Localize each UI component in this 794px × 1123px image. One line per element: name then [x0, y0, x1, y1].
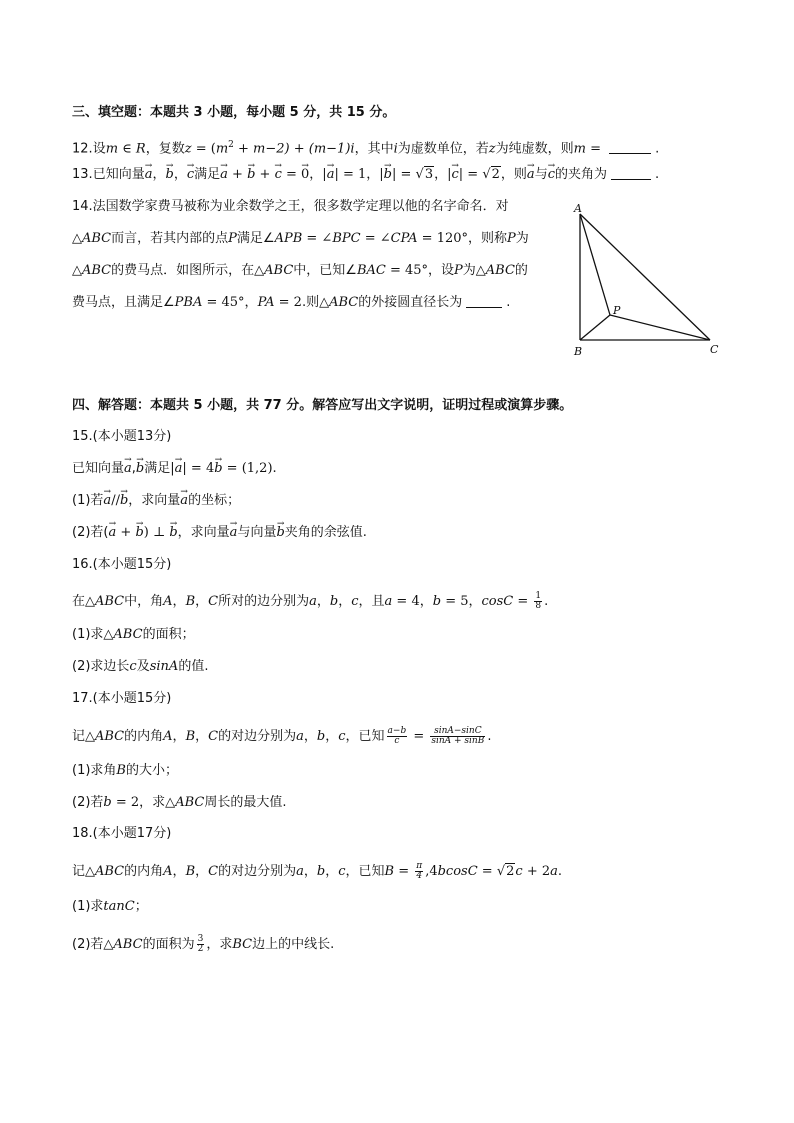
edge-AC	[580, 214, 710, 340]
question-14-line-2	[72, 231, 529, 247]
q16-s5: ，	[172, 594, 186, 609]
q18-s2: ABC	[95, 864, 125, 879]
section-4-header	[72, 398, 572, 414]
q14-tri: △	[72, 231, 82, 246]
q17-p2a: (2)若	[72, 795, 104, 810]
section-3-title: 三、填空题：本题共 3 小题，每小题 5 分，共 15 分。	[72, 105, 396, 120]
q14-t5: 中，已知∠	[293, 263, 357, 278]
q13-vec-a4: → a	[527, 167, 535, 183]
q12-var-i: i	[393, 141, 398, 157]
q14-pa2: = 2.则△	[274, 295, 330, 310]
q13-plus: +	[227, 167, 248, 182]
q18-fraction-area	[197, 935, 205, 954]
q18-frac2-num: 3	[197, 934, 204, 944]
q13-vec-c5: → c	[548, 167, 555, 183]
q18-s12: b	[316, 864, 326, 879]
q13-sqrt2-radicand: 2	[491, 167, 500, 182]
q18-p2f: 边上的中线长.	[252, 937, 335, 952]
q12-text3: ，其中	[354, 141, 394, 157]
q16-p2b: c	[129, 659, 137, 674]
q18-p2b: ABC	[113, 937, 143, 952]
q16-s1: 在△	[72, 594, 95, 609]
q18-sqrt-radicand: 2	[506, 864, 515, 879]
q14-t9: 的外接圆直径长为	[358, 295, 463, 310]
q16-s15: ，且	[358, 594, 385, 609]
q15-part-1	[72, 493, 240, 509]
question-13	[72, 167, 659, 183]
q14-eq2: = ∠	[360, 231, 391, 246]
q14-pba: PBA	[174, 295, 203, 310]
q12-var-m2: m	[215, 141, 229, 157]
q12-text: 设	[92, 141, 106, 157]
q17-s7: ，	[195, 729, 209, 744]
q15-p1g: 的坐标；	[188, 493, 241, 508]
q18-stem	[72, 862, 562, 881]
q14-abc3: ABC	[264, 263, 294, 278]
q16-p2d: sinA	[149, 659, 179, 674]
q17-head: 17.(本小题15分)	[72, 691, 172, 706]
q14-answer-blank[interactable]	[466, 295, 502, 308]
q18-s6: B	[185, 864, 196, 879]
q18-p1a: (1)求	[72, 899, 104, 914]
q16-s8: C	[208, 594, 219, 609]
q16-p2e: 的值.	[178, 659, 209, 674]
q18-s21: c	[515, 864, 523, 879]
q12-eq2: =	[585, 141, 606, 157]
q12-text5: 为纯虚数，则	[495, 141, 574, 157]
q13-vec-a2: → a	[220, 167, 228, 183]
q15-p2d: → b	[135, 525, 143, 541]
q15-p2b: → a	[109, 525, 117, 541]
q12-text2: ，复数	[145, 141, 185, 157]
q15-parallel: //	[111, 493, 120, 508]
question-14-line-3	[72, 263, 528, 279]
q16-fraction	[534, 592, 542, 611]
q15-vec-b: → b	[136, 461, 144, 477]
q15-s4: = (1,2).	[222, 461, 277, 476]
q13-number: 13.	[72, 167, 93, 182]
q18-p1b: tanC	[103, 899, 135, 914]
q12-eq: = (	[191, 141, 216, 157]
q17-p1c: 的大小；	[125, 763, 178, 778]
q17-frac2-den: sinA + sinB	[431, 736, 485, 746]
q13-vec-b3: → b	[384, 167, 392, 183]
q13-text: 已知向量	[92, 167, 145, 182]
q17-s14: c	[338, 729, 346, 744]
section-3-header	[72, 105, 395, 121]
q16-s3: 中，角	[124, 594, 164, 609]
q18-s4: A	[163, 864, 173, 879]
q17-frac2-num: sinA−sinC	[430, 727, 485, 737]
q15-p2f: → b	[169, 525, 177, 541]
q17-frac1-num: a−b	[387, 726, 407, 736]
q14-apb: APB	[274, 231, 303, 246]
q16-s7: ，	[195, 594, 209, 609]
q17-p1b: B	[116, 763, 126, 778]
q14-t8: 费马点，且满足∠	[72, 295, 175, 310]
q15-stem	[72, 461, 277, 477]
q17-s4: A	[163, 729, 173, 744]
q18-s20: =	[477, 864, 497, 879]
q14-eq: = ∠	[302, 231, 333, 246]
q17-s13: ，	[325, 729, 339, 744]
q15-p1b: → a	[103, 493, 111, 509]
q16-frac-den: 8	[535, 601, 542, 611]
q14-t: 而言，若其内部的点	[111, 231, 229, 246]
label-A: A	[574, 202, 582, 215]
segment-PB	[580, 315, 610, 340]
q15-p2g: ，求向量	[177, 525, 230, 540]
q16-s17: = 4，	[392, 594, 433, 609]
q18-part-1	[72, 899, 148, 915]
q13-end: .	[655, 167, 660, 182]
q18-part-2	[72, 935, 334, 954]
q17-fraction-1	[387, 727, 408, 746]
q13-vec-a3: → a	[327, 167, 335, 183]
q17-s11: ，	[303, 729, 317, 744]
q18-frac2-den: 2	[197, 944, 204, 954]
q17-s10: a	[296, 729, 304, 744]
q18-p1c: ；	[134, 899, 148, 914]
q13-mod5: | =	[458, 167, 483, 182]
label-C: C	[710, 343, 719, 356]
q13-text5: 的夹角为	[554, 167, 607, 182]
q13-mod2: | = 1，|	[334, 167, 384, 182]
q14-end: .	[506, 295, 511, 310]
q17-part-1	[72, 763, 178, 779]
q18-s5: ，	[172, 864, 186, 879]
q13-vec-c3: → c	[275, 167, 282, 183]
q14-tri2: △	[72, 263, 82, 278]
q13-mod3: | =	[391, 167, 416, 182]
q12-var-z2: z	[488, 141, 496, 157]
q15-heading	[72, 429, 171, 445]
q14-text-line1: 14.法国数学家费马被称为业余数学之王，很多数学定理以他的名字命名．对	[72, 199, 509, 214]
q18-s14: c	[338, 864, 346, 879]
q15-head: 15.(本小题13分)	[72, 429, 172, 444]
q18-s9: 的对边分别为	[218, 864, 297, 879]
q18-s22: + 2	[522, 864, 551, 879]
q17-p1: (1)求角	[72, 763, 117, 778]
q15-s1: 已知向量	[72, 461, 125, 476]
q12-text4: 为虚数单位，若	[397, 141, 489, 157]
q14-bac: BAC	[356, 263, 386, 278]
q18-sqrt2: √2	[496, 864, 515, 879]
q15-p1a: (1)若	[72, 493, 104, 508]
q18-s17: =	[394, 864, 414, 879]
q15-p2c: +	[116, 525, 136, 540]
q13-vec-c4: → c	[452, 167, 459, 183]
q13-vec-c: → c	[187, 167, 194, 183]
q18-s16: B	[384, 864, 395, 879]
q16-p1c: 的面积；	[142, 627, 195, 642]
q13-vec-a: → a	[145, 167, 153, 183]
q14-t4: 的费马点．如图所示，在△	[111, 263, 265, 278]
q15-s2: 满足|	[144, 461, 175, 476]
q13-zero-vec: → 0	[301, 167, 309, 183]
q13-answer-blank[interactable]	[611, 167, 651, 180]
q18-heading	[72, 826, 171, 842]
q12-number: 12.	[72, 141, 93, 157]
q17-s12: b	[316, 729, 326, 744]
q15-part-2	[72, 525, 367, 541]
q14-abc4: ABC	[485, 263, 515, 278]
q16-s11: ，	[316, 594, 330, 609]
q14-45b: = 45°，	[202, 295, 258, 310]
question-12	[72, 137, 659, 157]
q16-s12: b	[329, 594, 339, 609]
q18-s23: a	[550, 864, 558, 879]
label-P: P	[613, 304, 621, 317]
q12-var-z: z	[184, 141, 192, 157]
q17-p2d: ABC	[175, 795, 205, 810]
q14-t3: 为	[515, 231, 529, 246]
q13-sqrt3-radicand: 3	[424, 167, 434, 182]
q16-frac-num: 1	[535, 591, 542, 601]
section-4-title: 四、解答题：本题共 5 小题，共 77 分。解答应写出文字说明，证明过程或演算步骤。	[72, 398, 573, 413]
q16-s16: a	[384, 594, 393, 609]
q18-s10: a	[296, 864, 304, 879]
q18-p2d: ，求	[206, 937, 233, 952]
q17-s1: 记△	[72, 729, 95, 744]
q13-sqrt2: √2	[482, 167, 500, 182]
q18-frac-num: π	[416, 861, 423, 871]
q13-sep: ，	[152, 167, 166, 182]
q17-p2e: 周长的最大值.	[204, 795, 287, 810]
q16-s10: a	[309, 594, 317, 609]
q17-s8: C	[208, 729, 219, 744]
q16-p2a: (2)求边长	[72, 659, 130, 674]
q16-s22: .	[544, 594, 549, 609]
q13-text2: 满足	[194, 167, 221, 182]
q16-s19: = 5，	[441, 594, 482, 609]
q17-heading	[72, 691, 171, 707]
q17-frac1-den: c	[394, 736, 400, 746]
q17-s5: ，	[172, 729, 186, 744]
q16-s6: B	[185, 594, 196, 609]
q18-s13: ，	[325, 864, 339, 879]
q16-s14: c	[351, 594, 359, 609]
q14-cpa: CPA	[390, 231, 418, 246]
q13-text4: 与	[534, 167, 548, 182]
q17-part-2	[72, 795, 286, 811]
q17-end: .	[487, 729, 492, 744]
q18-end: .	[557, 864, 563, 879]
q12-var-m: m	[105, 141, 119, 157]
q14-bpc: BPC	[332, 231, 361, 246]
q16-s13: ，	[338, 594, 352, 609]
q16-head: 16.(本小题15分)	[72, 557, 172, 572]
q16-s2: ABC	[95, 594, 125, 609]
q13-mod4: ，|	[434, 167, 452, 182]
q15-p1e: ，求向量	[128, 493, 181, 508]
q15-vec-a: → a	[124, 461, 132, 477]
q14-pa: PA	[257, 295, 275, 310]
label-B: B	[574, 345, 583, 358]
q14-abc: ABC	[82, 231, 112, 246]
q16-s18: b	[432, 594, 442, 609]
q13-plus2: +	[255, 167, 275, 182]
q16-s9: 所对的边分别为	[218, 594, 310, 609]
q14-p2: P	[507, 231, 516, 246]
q14-t2: 满足∠	[236, 231, 275, 246]
q13-vec-b: → b	[165, 167, 173, 183]
q17-p2b: b	[103, 795, 112, 810]
q15-p1f: → a	[180, 493, 188, 509]
q18-s19: bcosC	[437, 864, 478, 879]
q13-sqrt3: √3	[415, 167, 434, 182]
q16-p1a: (1)求△	[72, 627, 114, 642]
q12-exponent: 2	[228, 140, 234, 150]
q14-t6: 为△	[462, 263, 486, 278]
q15-p2a: (2)若(	[72, 525, 109, 540]
q17-stem	[72, 727, 491, 746]
q17-p2c: = 2，求△	[111, 795, 176, 810]
q15-p2i: 与向量	[237, 525, 277, 540]
q15-p2j: → b	[276, 525, 284, 541]
q18-s11: ，	[303, 864, 317, 879]
q14-120: = 120°，则称	[417, 231, 508, 246]
q12-end: .	[655, 141, 660, 157]
q17-s6: B	[185, 729, 196, 744]
triangle-figure	[566, 200, 726, 360]
q18-frac-den: 4	[416, 871, 423, 881]
q18-s3: 的内角	[124, 864, 164, 879]
q13-sep2: ，	[173, 167, 187, 182]
q16-part-2	[72, 659, 208, 675]
q15-comma: ,	[131, 461, 136, 476]
q12-expr: + m−2) + (m−1)i	[233, 141, 355, 157]
q12-in: ∈	[118, 141, 136, 157]
q15-perp: ) ⊥	[143, 525, 170, 540]
q18-s1: 记△	[72, 864, 95, 879]
q13-mod1: ，|	[309, 167, 327, 182]
q12-var-R: R	[135, 141, 146, 157]
q13-text3: ，则	[500, 167, 527, 182]
q15-p2h: → a	[230, 525, 238, 541]
q18-head: 18.(本小题17分)	[72, 826, 172, 841]
q15-p2k: 夹角的余弦值.	[284, 525, 367, 540]
q14-abc5: ABC	[329, 295, 359, 310]
q13-vec-b2: → b	[247, 167, 255, 183]
q13-eq: =	[281, 167, 302, 182]
q17-s15: ，已知	[345, 729, 385, 744]
q14-45: = 45°，设	[385, 263, 455, 278]
q18-s7: ，	[195, 864, 209, 879]
q16-heading	[72, 557, 171, 573]
q16-p2c: 及	[136, 659, 150, 674]
question-14-line-4	[72, 295, 510, 311]
q18-p2e: BC	[232, 937, 253, 952]
q15-vec-a2: → a	[175, 461, 183, 477]
q14-p: P	[228, 231, 237, 246]
q16-s4: A	[163, 594, 173, 609]
q12-var-m3: m	[573, 141, 586, 157]
q16-p1b: ABC	[113, 627, 143, 642]
q18-s8: C	[208, 864, 219, 879]
q15-p1d: → b	[120, 493, 128, 509]
q18-s15: ，已知	[345, 864, 385, 879]
q14-t7: 的	[514, 263, 528, 278]
q17-s3: 的内角	[124, 729, 164, 744]
q17-s2: ABC	[95, 729, 125, 744]
q15-s3: | = 4	[182, 461, 215, 476]
q18-s18: ,4	[425, 864, 438, 879]
q16-s21: =	[513, 594, 533, 609]
q17-fraction-2	[430, 727, 485, 746]
q14-p3: P	[454, 263, 463, 278]
q12-answer-blank[interactable]	[609, 141, 651, 154]
q18-p2c: 的面积为	[142, 937, 195, 952]
q15-vec-b2: → b	[214, 461, 222, 477]
q14-abc2: ABC	[82, 263, 112, 278]
q16-part-1	[72, 627, 195, 643]
q16-stem	[72, 592, 548, 611]
q18-fraction-pi	[415, 862, 423, 881]
q17-s9: 的对边分别为	[218, 729, 297, 744]
question-14-line-1	[72, 199, 509, 215]
q17-eq: =	[409, 729, 429, 744]
segment-PC	[610, 315, 710, 340]
q16-s20: cosC	[481, 594, 514, 609]
q18-p2a: (2)若△	[72, 937, 114, 952]
